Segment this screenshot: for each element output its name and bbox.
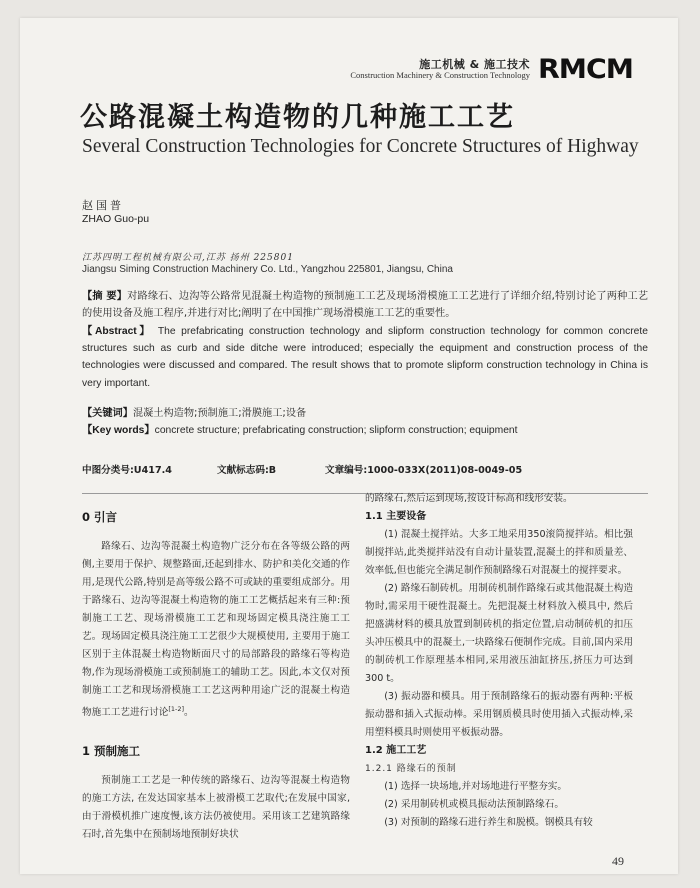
article-title-en: Several Construction Technologies for Concrete Structures of Highway xyxy=(82,136,639,157)
right-paragraph-1: (1) 混凝土搅拌站。大多工地采用350滚筒搅拌站。相比强制搅拌站,此类搅拌站没有自动计量装置,混凝土的拌和质量差、效率低,但也能完全满足制作预制路缘石对混凝土的搅拌要求。 xyxy=(365,529,633,576)
journal-logo: RMCM xyxy=(538,54,633,85)
abstract-en-label: 【Abstract】 xyxy=(82,326,153,337)
right-paragraph-6: (3) 对预制的路缘石进行养生和脱模。钢模具有较 xyxy=(384,817,593,828)
keywords-en-text: concrete structure; prefabricating construction; slipform construction; equipment xyxy=(154,425,518,436)
journal-name-en: Construction Machinery & Construction Technology xyxy=(350,70,530,80)
right-paragraph-5: (2) 采用制砖机或模具振动法预制路缘石。 xyxy=(384,799,564,810)
document-code: 文献标志码:B xyxy=(217,465,277,476)
section-0-heading: 0 引言 xyxy=(82,510,118,524)
section-1-paragraph: 预制施工工艺是一种传统的路缘石、边沟等混凝土构造物的施工方法, 在发达国家基本上被滑模工艺取代;在发展中国家,由于滑模机推广速度慢,该方法仍被使用。采用该工艺建筑路缘石时,首先集中在预制场地预制好块状 xyxy=(82,775,350,841)
journal-page xyxy=(20,18,678,874)
abstract-en-text: The prefabricating construction technology and slipform construction technology for common concrete structures such as curb and side ditche were introduced; especially the equipment and construction process of the technologies were discussed and compared. The result shows that to promote slipform construction technology in China is very important. xyxy=(82,326,648,389)
article-title-cn: 公路混凝土构造物的几种施工工艺 xyxy=(80,102,515,133)
abstract-cn-text: 对路缘石、边沟等公路常见混凝土构造物的预制施工工艺及现场滑模施工工艺进行了详细介绍,特别讨论了两种工艺的使用设备及施工程序,并进行对比;阐明了在中国推广现场滑模施工工艺的重要性。 xyxy=(82,291,649,320)
keywords-en-label: 【Key words】 xyxy=(82,425,155,436)
right-column xyxy=(365,490,633,832)
keywords-en xyxy=(82,422,648,439)
right-paragraph-0: 的路缘石,然后运到现场,按设计标高和线形安装。 xyxy=(365,493,573,504)
clc-number: 中图分类号:U417.4 xyxy=(82,465,172,476)
keywords-cn-label: 【关键词】 xyxy=(82,408,133,419)
right-paragraph-3: (3) 振动器和模具。用于预制路缘石的振动器有两种:平板振动器和插入式振动棒。采用钢质模具时使用插入式振动棒,采用塑料模具时则使用平板振动器。 xyxy=(365,691,633,738)
page-number: 49 xyxy=(612,854,624,868)
journal-name-cn: 施工机械 & 施工技术 xyxy=(419,58,530,71)
citation-ref: [1-2] xyxy=(168,705,185,713)
right-paragraph-2: (2) 路缘石制砖机。用制砖机制作路缘石或其他混凝土构造物时,需采用干硬性混凝土。先把混凝土材料放入模具中, 然后把盛满材料的模具放置到制砖机的指定位置,启动制砖机的扣压头冲压模具中的混凝土,一块路缘石便制作完成。目前,国内采用的制砖机工作原理基本相同,采用液压油缸挤压,挤压力可达到300 t。 xyxy=(365,583,633,684)
affiliation-en: Jiangsu Siming Construction Machinery Co. Ltd., Yangzhou 225801, Jiangsu, China xyxy=(82,264,453,275)
affiliation-cn: 江苏四明工程机械有限公司,江苏 扬州 225801 xyxy=(82,253,294,263)
subsection-1-2-heading: 1.2 施工工艺 xyxy=(365,745,427,756)
article-number: 文章编号:1000-033X(2011)08-0049-05 xyxy=(325,465,523,476)
subsection-1-1-heading: 1.1 主要设备 xyxy=(365,511,427,522)
abstract-en xyxy=(82,323,648,392)
section-1-heading: 1 预制施工 xyxy=(82,744,141,759)
author-name-cn: 赵国普 xyxy=(82,199,124,212)
section-0-paragraph: 路缘石、边沟等混凝土构造物广泛分布在各等级公路的两侧,主要用于保护、规整路面,还起到排水、防护和美化交通的作用,是现代公路,特别是高等级公路不可或缺的重要组成部分。用于路缘石、边沟等混凝土构造物的施工工艺概括起来有三种:预制施工工艺、现场滑模施工工艺和现场固定模具浇注施工工艺。现场固定模具浇注施工工艺很少大规模使用, 主要用于施工区别于主体混凝土构造物断面尺寸的局部路段的路缘石等构造物,作为现场滑模施工或预制施工的辅助工艺。因此,本文仅对预制施工工艺和现场滑模施工工艺这两种用途广泛的混凝土构造物施工工艺进行讨论[1-2]。 xyxy=(82,541,350,719)
abstract-cn xyxy=(82,288,648,322)
right-paragraph-4: (1) 选择一块场地,并对场地进行平整夯实。 xyxy=(384,781,567,792)
keywords-cn-text: 混凝土构造物;预制施工;滑膜施工;设备 xyxy=(132,408,307,419)
author-name-en: ZHAO Guo-pu xyxy=(82,213,150,225)
left-column xyxy=(82,508,350,844)
abstract-cn-label: 【摘 要】 xyxy=(82,291,128,302)
keywords-cn xyxy=(82,405,648,422)
subsection-1-2-1-heading: 1.2.1 路缘石的预制 xyxy=(365,764,457,774)
